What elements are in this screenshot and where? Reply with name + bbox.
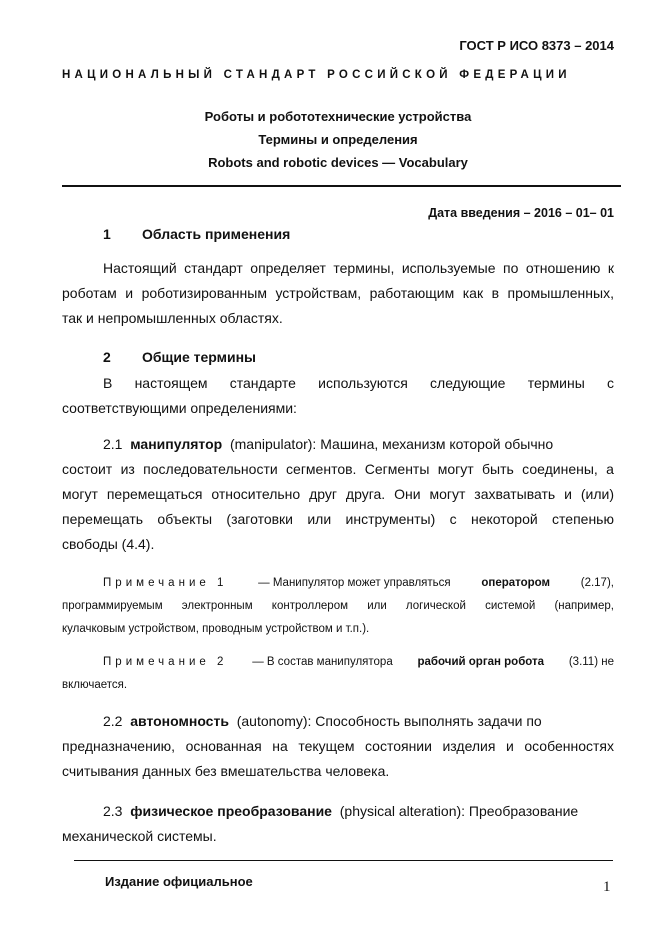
section-2-number: 2 bbox=[103, 349, 111, 365]
note-2-term: рабочий орган робота bbox=[417, 656, 545, 668]
term-2-2 bbox=[62, 709, 614, 784]
term-2-1-line-5: свободы (4.4). bbox=[62, 536, 155, 552]
section-2-intro-line-1: В настоящем стандарте используются следующие термины с bbox=[103, 375, 614, 391]
term-2-2-line-1: 2.2 автономность (autonomy): Способность выполнять задачи по bbox=[103, 713, 542, 729]
term-2-3-term: физическое преобразование bbox=[130, 803, 332, 819]
note-1-label: Примечание 1 bbox=[103, 577, 228, 589]
term-2-1-term: манипулятор bbox=[130, 436, 223, 452]
term-2-2-term: автономность bbox=[130, 713, 229, 729]
note-1-line-3: кулачковым устройством, проводным устройством и т.п.). bbox=[62, 623, 370, 635]
term-2-3-line-2: механической системы. bbox=[62, 828, 217, 844]
note-2-line-2: включается. bbox=[62, 679, 128, 691]
section-1-line-1: Настоящий стандарт определяет термины, используемые по отношению к bbox=[103, 260, 614, 276]
page-number: 1 bbox=[603, 879, 611, 895]
term-2-2-line-2: предназначению, основанная на текущем состоянии изделия и особенностях bbox=[62, 738, 614, 754]
section-1-title: Область применения bbox=[142, 226, 291, 242]
title-ru: Роботы и робототехнические устройства bbox=[204, 109, 472, 124]
term-2-1-line-3: могут перемещаться относительно друг друга. Они могут захватывать и (или) bbox=[62, 486, 614, 502]
section-1-number: 1 bbox=[103, 226, 111, 242]
title-en: Robots and robotic devices — Vocabulary bbox=[208, 155, 468, 170]
term-2-3-line-1: 2.3 физическое преобразование (physical alteration): Преобразование bbox=[103, 803, 579, 819]
section-1-paragraph bbox=[62, 256, 614, 331]
section-2-intro bbox=[62, 371, 614, 421]
section-1-line-2: роботам и роботизированным устройствам, работающим как в промышленных, bbox=[62, 285, 614, 301]
note-1-line-1: Примечание 1 — Манипулятор может управляться оператором (2.17), bbox=[62, 572, 614, 595]
intro-date: Дата введения – 2016 – 01– 01 bbox=[428, 206, 614, 220]
title-rule bbox=[62, 185, 621, 187]
official-edition-label: Издание официальное bbox=[105, 874, 253, 889]
note-1-term: оператором bbox=[481, 577, 551, 589]
subtitle-ru: Термины и определения bbox=[258, 132, 418, 147]
term-2-1-line-4: перемещать объекты (заготовки или инструменты) с некоторой степенью bbox=[62, 511, 614, 527]
note-1-line-2: программируемым электронным контроллером или логической системой (например, bbox=[62, 600, 614, 612]
term-2-2-line-3: считывания данных без вмешательства человека. bbox=[62, 763, 390, 779]
section-1-line-3: так и непромышленных областях. bbox=[62, 310, 283, 326]
document-number: ГОСТ Р ИСО 8373 – 2014 bbox=[459, 38, 614, 53]
note-2-line-1: Примечание 2 — В состав манипулятора рабочий орган робота (3.11) не bbox=[62, 651, 614, 674]
note-2-label: Примечание 2 bbox=[103, 656, 228, 668]
term-2-3 bbox=[62, 799, 614, 849]
term-2-1-line-2: состоит из последовательности сегментов. Сегменты могут быть соединены, а bbox=[62, 461, 614, 477]
section-2-intro-line-2: соответствующими определениями: bbox=[62, 400, 297, 416]
section-2-title: Общие термины bbox=[142, 349, 257, 365]
term-2-1-line-1: 2.1 манипулятор (manipulator): Машина, механизм которой обычно bbox=[103, 436, 554, 452]
term-2-1 bbox=[62, 432, 614, 557]
national-standard-heading: НАЦИОНАЛЬНЫЙ СТАНДАРТ РОССИЙСКОЙ ФЕДЕРАЦИИ bbox=[62, 69, 571, 81]
footer-rule bbox=[74, 860, 613, 861]
note-2 bbox=[62, 651, 614, 697]
note-1 bbox=[62, 572, 614, 641]
